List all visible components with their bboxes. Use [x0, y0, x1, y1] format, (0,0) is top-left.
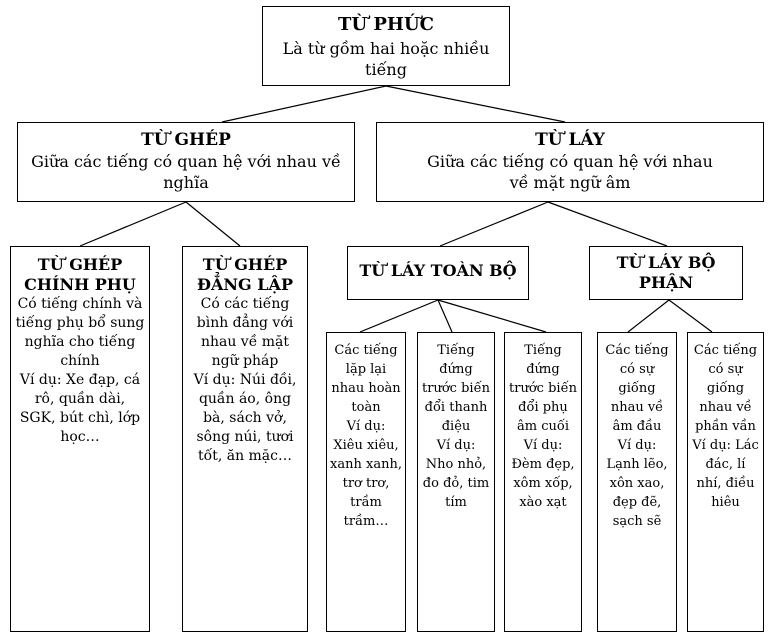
connector-toanbo-leaf2 [438, 300, 452, 332]
toan-bo-leaf-3-desc: Tiếng đứng trước biến đổi phụ âm cuối [509, 343, 577, 434]
toan-bo-leaf-3 [504, 332, 582, 632]
chinh-phu-example: Ví dụ: Xe đạp, cá rô, quần dài, SGK, bút chì, lớp học… [19, 372, 141, 445]
connector-ghep-danglap [186, 202, 240, 246]
bo-phan-leaf-1 [597, 332, 677, 632]
tu-ghep-chinh-phu-box [10, 246, 150, 632]
tu-ghep-desc: Giữa các tiếng có quan hệ với nhau về nghĩa [31, 152, 341, 192]
chinh-phu-title: TỪ GHÉP CHÍNH PHỤ [24, 255, 136, 294]
connector-bophan-leaf1 [628, 300, 669, 332]
root-title: TỪ PHỨC [338, 14, 434, 35]
bo-phan-leaf-1-example: Ví dụ: Lạnh lẽo, xôn xao, đẹp đẽ, sạch sẽ [606, 438, 668, 529]
tu-lay-bo-phan-box [589, 246, 743, 300]
toan-bo-leaf-1-example: Ví dụ: Xiêu xiêu, xanh xanh, trơ trơ, trầm trầm… [330, 419, 402, 529]
tu-lay-toan-bo-box [347, 246, 529, 300]
dang-lap-example: Ví dụ: Núi đồi, quần áo, ông bà, sách vở, sông núi, tươi tốt, ăn mặc… [193, 372, 297, 464]
connector-root-lay [386, 86, 565, 122]
dang-lap-desc: Có các tiếng bình đẳng với nhau về mặt ngữ pháp [196, 296, 294, 369]
bo-phan-leaf-2 [687, 332, 764, 632]
dang-lap-title: TỪ GHÉP ĐẲNG LẬP [197, 255, 293, 294]
toan-bo-leaf-2-desc: Tiếng đứng trước biến đổi thanh điệu [422, 343, 490, 434]
toan-bo-leaf-3-example: Ví dụ: Đèm đẹp, xôm xốp, xào xạt [511, 438, 575, 510]
toan-bo-leaf-1-desc: Các tiếng lặp lại nhau hoàn toàn [331, 343, 401, 415]
tu-lay-title: TỪ LÁY [535, 130, 605, 150]
bo-phan-leaf-2-example: Ví dụ: Lác đác, lí nhí, điều hiêu [692, 438, 759, 510]
chinh-phu-desc: Có tiếng chính và tiếng phụ bổ sung nghĩa cho tiếng chính [15, 296, 145, 369]
toan-bo-leaf-2 [417, 332, 495, 632]
bo-phan-leaf-2-desc: Các tiếng có sự giống nhau về phần vần [693, 343, 758, 434]
connector-bophan-leaf2 [669, 300, 712, 332]
toan-bo-leaf-1 [326, 332, 406, 632]
tu-ghep-box [17, 122, 355, 202]
root-desc: Là từ gồm hai hoặc nhiều tiếng [282, 39, 490, 79]
toan-bo-title: TỪ LÁY TOÀN BỘ [359, 261, 517, 280]
connector-lay-toanbo [440, 202, 548, 246]
connector-lay-bophan [548, 202, 667, 246]
tu-lay-box [376, 122, 764, 202]
connector-ghep-chinhphu [80, 202, 186, 246]
toan-bo-leaf-2-example: Ví dụ: Nho nhỏ, đo đỏ, tim tím [422, 438, 490, 510]
connector-toanbo-leaf1 [360, 300, 438, 332]
root-box [262, 6, 510, 86]
tu-ghep-dang-lap-box [182, 246, 308, 632]
bo-phan-title: TỪ LÁY BỘ PHẬN [616, 253, 716, 292]
connector-root-ghep [222, 86, 386, 122]
tu-ghep-title: TỪ GHÉP [141, 130, 231, 150]
tu-lay-desc: Giữa các tiếng có quan hệ với nhau về mặt ngữ âm [427, 152, 713, 192]
connector-toanbo-leaf3 [438, 300, 546, 332]
bo-phan-leaf-1-desc: Các tiếng có sự giống nhau về âm đầu [605, 343, 669, 434]
